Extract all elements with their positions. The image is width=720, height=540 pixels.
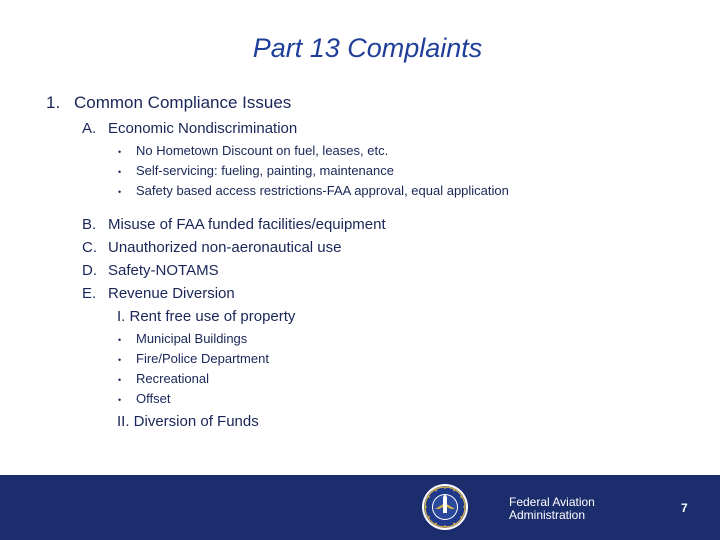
bullet-icon: • — [118, 186, 122, 197]
bullet-text: Fire/Police Department — [136, 351, 269, 366]
item-c-label: Unauthorized non-aeronautical use — [108, 239, 342, 256]
bullet-icon: • — [118, 354, 122, 365]
slide-title: Part 13 Complaints — [252, 33, 483, 63]
item-b-label: Misuse of FAA funded facilities/equipment — [108, 216, 386, 233]
item-b — [82, 216, 386, 233]
item-e-letter: E. — [82, 285, 97, 302]
item-b-letter: B. — [82, 216, 97, 233]
bullet-text: Municipal Buildings — [136, 331, 248, 346]
list-item — [118, 349, 269, 369]
agency-name-line-1: Federal Aviation — [509, 495, 595, 509]
item-a-letter: A. — [82, 120, 97, 137]
item-e — [82, 285, 235, 302]
page-number: 7 — [681, 501, 688, 515]
item-d-label: Safety-NOTAMS — [108, 262, 219, 279]
sub-item-ii: II. Diversion of Funds — [117, 413, 259, 430]
list-item — [118, 181, 509, 201]
bullet-icon: • — [118, 166, 122, 177]
list-item — [118, 389, 269, 409]
item-c-letter: C. — [82, 239, 97, 256]
item-d — [82, 262, 219, 279]
section-heading — [46, 93, 291, 113]
bullet-text: Safety based access restrictions-FAA approval, equal application — [136, 183, 509, 198]
item-e-label: Revenue Diversion — [108, 285, 235, 302]
list-item — [118, 141, 509, 161]
item-d-letter: D. — [82, 262, 97, 279]
list-item — [118, 369, 269, 389]
bullet-text: Recreational — [136, 371, 209, 386]
list-item — [118, 329, 269, 349]
bullet-icon: • — [118, 374, 122, 385]
section-number: 1. — [46, 93, 61, 112]
section-heading-text: Common Compliance Issues — [74, 93, 292, 112]
agency-name-line-2: Administration — [509, 508, 586, 522]
sub-item-i-bullet-list — [118, 329, 269, 409]
sub-item-i: I. Rent free use of property — [117, 308, 296, 325]
bullet-icon: • — [118, 394, 122, 405]
item-a-label: Economic Nondiscrimination — [108, 120, 298, 137]
bullet-text: Offset — [136, 391, 171, 406]
bullet-icon: • — [118, 334, 122, 345]
agency-name — [509, 496, 595, 522]
footer-bar — [0, 475, 720, 540]
item-a — [82, 120, 297, 137]
item-a-bullet-list — [118, 141, 509, 201]
bullet-text: No Hometown Discount on fuel, leases, etc. — [136, 143, 389, 158]
item-c — [82, 239, 342, 256]
list-item — [118, 161, 509, 181]
bullet-icon: • — [118, 146, 122, 157]
bullet-text: Self-servicing: fueling, painting, maintenance — [136, 163, 394, 178]
faa-seal-icon — [421, 483, 469, 531]
